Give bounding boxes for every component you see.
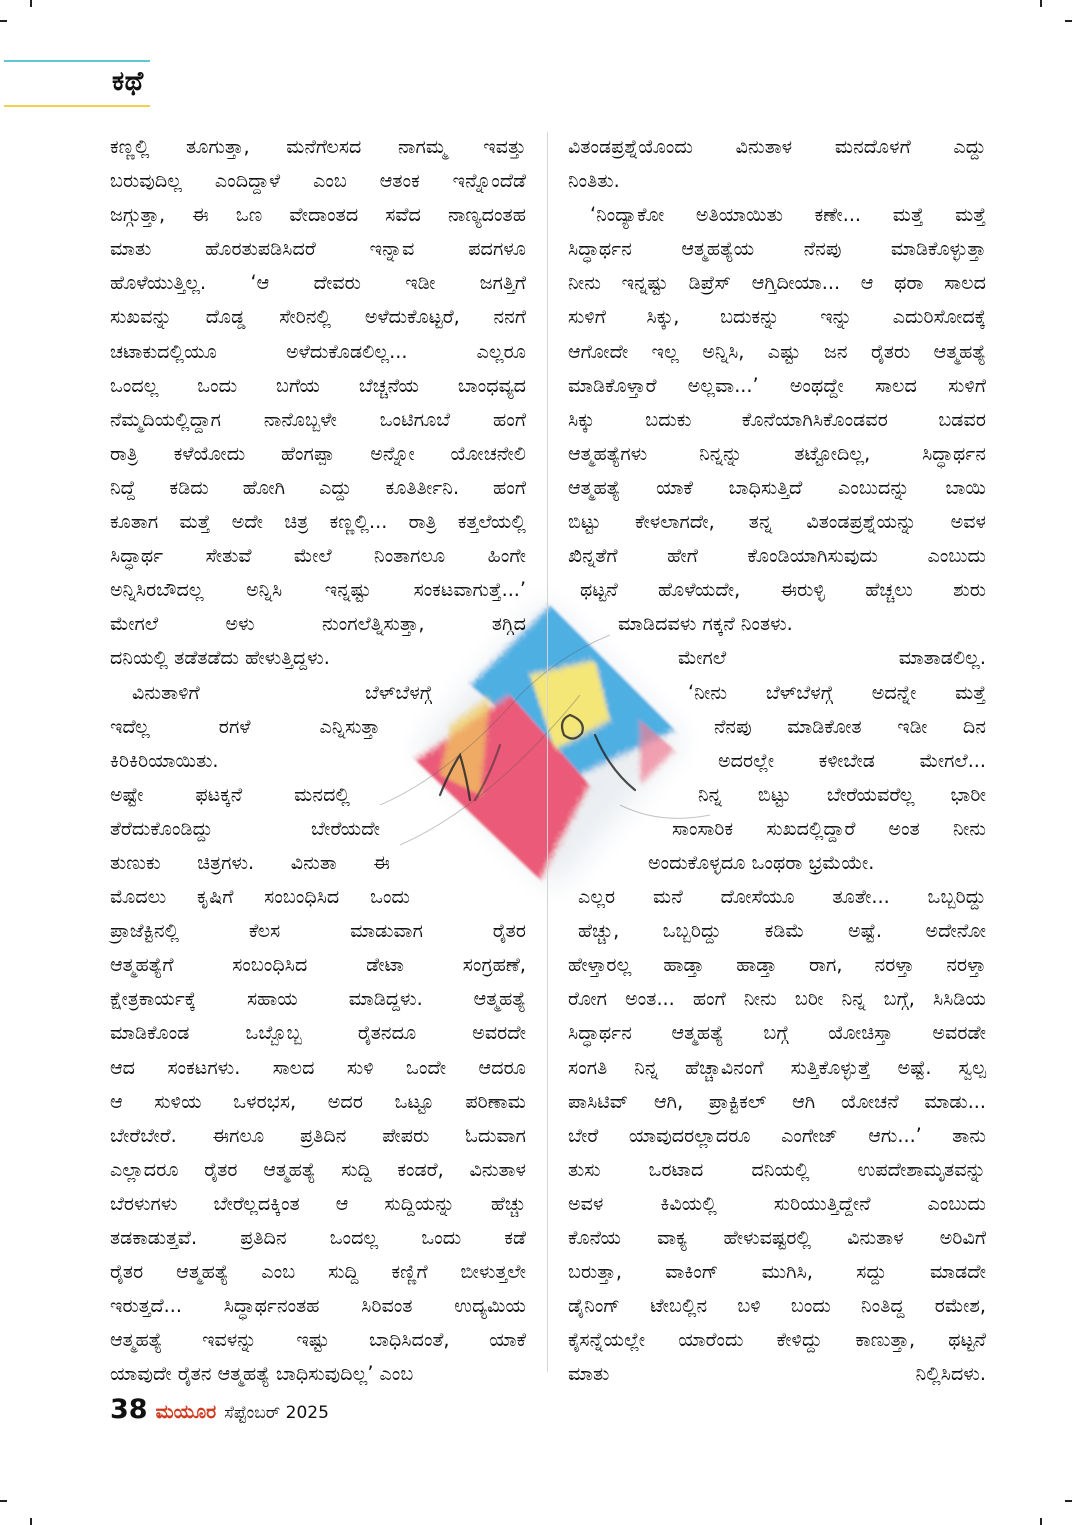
crop-mark <box>30 1518 32 1525</box>
crop-mark <box>1040 1518 1042 1525</box>
text-line: ರೈತರ ಆತ್ಮಹತ್ಯೆ ಎಂಬ ಸುದ್ದಿ ಕಣ್ಣಿಗೆ ಬೀಳುತ್ತಲೇ <box>110 1260 526 1284</box>
magazine-logo: ಮಯೂರ <box>155 1401 217 1423</box>
text-line: ಆದ ಸಂಕಟಗಳು. ಸಾಲದ ಸುಳಿ ಒಂದೇ ಆದರೂ <box>110 1055 526 1079</box>
text-line: ವಿತಂಡಪ್ರಶ್ನೆಯೊಂದು ವಿನುತಾಳ ಮನದೊಳಗೆ ಎದ್ದು <box>568 135 986 158</box>
text-line: ವಿನುತಾಳಿಗೆ ಬೆಳ್‌ಬೆಳಗ್ಗೆ <box>132 680 432 704</box>
text-line: ಕಿರಿಕಿರಿಯಾಯಿತು. <box>110 748 219 772</box>
text-line: ಬೆರಳುಗಳು ಬೇರೆಲ್ಲದಕ್ಕಿಂತ ಆ ಸುದ್ದಿಯನ್ನು ಹೆಚ್ಚು <box>110 1191 526 1215</box>
text-line: ಕಣ್ಣಲ್ಲಿ ತೂಗುತ್ತಾ, ಮನೆಗೆಲಸದ ನಾಗಮ್ಮ ಇವತ್ತು <box>110 135 526 158</box>
text-line: ತುಸು ಒರಟಾದ ದನಿಯಲ್ಲಿ ಉಪದೇಶಾಮೃತವನ್ನು <box>568 1157 986 1181</box>
text-line: ಆತ್ಮಹತ್ಯೆಗಳು ನಿನ್ನನ್ನು ತಟ್ಟೋದಿಲ್ಲ, ಸಿದ್ಧಾರ್ಥನ <box>568 441 986 465</box>
text-line: ದನಿಯಲ್ಲಿ ತಡೆತಡೆದು ಹೇಳುತ್ತಿದ್ದಳು. <box>110 646 330 670</box>
text-line: ಆತ್ಮಹತ್ಯೆ ಯಾಕೆ ಬಾಧಿಸುತ್ತಿದೆ ಎಂಬುದನ್ನು ಬಾಯಿ <box>568 475 986 499</box>
text-line: ಬರುತ್ತಾ, ವಾಕಿಂಗ್ ಮುಗಿಸಿ, ಸದ್ದು ಮಾಡದೇ <box>568 1260 986 1284</box>
article-left-column <box>110 130 526 1390</box>
text-line: ಅದರಲ್ಲೇ ಕಳೀಬೇಡ ಮೇಗಲೆ... <box>718 748 986 772</box>
section-title: ಕಥೆ <box>112 66 144 97</box>
text-line: ತುಣುಕು ಚಿತ್ರಗಳು. ವಿನುತಾ ಈ <box>110 850 390 874</box>
text-line: ತೆರೆದುಕೊಂಡಿದ್ದು ಬೇರೆಯದೇ <box>110 816 380 840</box>
text-line: ಪಾಸಿಟಿವ್ ಆಗಿ, ಪ್ರಾಕ್ಟಿಕಲ್ ಆಗಿ ಯೋಚನೆ ಮಾಡು... <box>568 1089 986 1113</box>
crop-mark <box>30 0 32 7</box>
text-line: ನಿನ್ನ ಬಿಟ್ಟು ಬೇರೆಯವರೆಲ್ಲ ಭಾರೀ <box>698 782 986 806</box>
article-right-column <box>568 130 986 1390</box>
text-line: ಬಿಟ್ಟು ಕೇಳಲಾಗದೇ, ತನ್ನ ವಿತಂಡಪ್ರಶ್ನೆಯನ್ನು ಅವಳ <box>568 510 986 534</box>
text-line: ಹೊಳೆಯುತ್ತಿಲ್ಲ. ‘ಆ ದೇವರು ಇಡೀ ಜಗತ್ತಿಗೆ <box>110 271 526 295</box>
text-line: ಇರುತ್ತದೆ... ಸಿದ್ಧಾರ್ಥನಂತಹ ಸಿರಿವಂತ ಉದ್ಯಮಿಯ <box>110 1294 526 1318</box>
text-line: ಮೇಗಲೆ ಅಳು ನುಂಗಲೆತ್ನಿಸುತ್ತಾ, ತಗ್ಗಿದ <box>110 612 526 636</box>
text-line: ರೋಗ ಅಂತ... ಹಂಗೆ ನೀನು ಬರೀ ನಿನ್ನ ಬಗ್ಗೆ, ಸಿಸಿಡಿಯ <box>568 987 986 1011</box>
text-line: ನೆಮ್ಮದಿಯಲ್ಲಿದ್ದಾಗ ನಾನೊಬ್ಬಳೇ ಒಂಟಿಗೂಬೆ ಹಂಗೆ <box>110 407 526 431</box>
text-line: ಮಾತು ನಿಲ್ಲಿಸಿದಳು. <box>568 1362 986 1386</box>
text-line: ಕೊನೆಯ ವಾಕ್ಯ ಹೇಳುವಷ್ಟರಲ್ಲಿ ವಿನುತಾಳ ಅರಿವಿಗೆ <box>568 1226 986 1249</box>
page-number: 38 <box>110 1394 148 1425</box>
text-line: ಆಗೋದೇ ಇಲ್ಲ ಅನ್ನಿಸಿ, ಎಷ್ಟು ಜನ ರೈತರು ಆತ್ಮಹತ್ಯೆ <box>568 339 986 363</box>
text-line: ಎಲ್ಲಾದರೂ ರೈತರ ಆತ್ಮಹತ್ಯೆ ಸುದ್ದಿ ಕಂಡರೆ, ವಿನುತಾಳ <box>110 1157 526 1181</box>
text-line: ಅನ್ನಿಸಿರಬೌದಲ್ಲ ಅನ್ನಿಸಿ ಇನ್ನಷ್ಟು ಸಂಕಟವಾಗುತ್ತೆ...’ <box>110 578 526 602</box>
text-line: ಪ್ರಾಜೆಕ್ಟಿನಲ್ಲಿ ಕೆಲಸ ಮಾಡುವಾಗ ರೈತರ <box>110 919 526 943</box>
text-line: ಸಂಗತಿ ನಿನ್ನ ಹೆಚ್ಚಾವಿನಂಗೆ ಸುತ್ತಿಕೊಳ್ಳುತ್ತೆ ಅಷ್ಟೆ. ಸ್ವಲ್ಪ <box>568 1055 986 1079</box>
page-footer <box>110 1394 329 1430</box>
text-line: ತಡಕಾಡುತ್ತವೆ. ಪ್ರತಿದಿನ ಒಂದಲ್ಲ ಒಂದು ಕಡೆ <box>110 1226 526 1249</box>
crop-mark <box>1040 0 1042 7</box>
text-line: ಕೈಸನ್ನೆಯಲ್ಲೇ ಯಾರೆಂದು ಕೇಳಿದ್ದು ಕಾಣುತ್ತಾ, ಥಟ್ಟನೆ <box>568 1328 986 1352</box>
text-line: ನೆನಪು ಮಾಡಿಕೋತ ಇಡೀ ದಿನ <box>714 714 986 738</box>
text-line: ರಾತ್ರಿ ಕಳೆಯೋದು ಹೆಂಗಪ್ಪಾ ಅನ್ನೋ ಯೋಚನೇಲಿ <box>110 441 526 465</box>
text-line: ಕೂತಾಗ ಮತ್ತೆ ಅದೇ ಚಿತ್ರ ಕಣ್ಣಲ್ಲಿ... ರಾತ್ರಿ ಕತ್ತಲೆಯಲ್ಲಿ <box>110 510 526 534</box>
crop-mark <box>1065 20 1072 22</box>
text-line: ಬರುವುದಿಲ್ಲ ಎಂದಿದ್ದಾಳೆ ಎಂಬ ಆತಂಕ ಇನ್ನೊಂದೆಡೆ <box>110 169 526 193</box>
text-line: ಖಿನ್ನತೆಗೆ ಹೇಗೆ ಕೊಂಡಿಯಾಗಿಸುವುದು ಎಂಬುದು <box>568 544 986 568</box>
text-line: ಆತ್ಮಹತ್ಯೆಗೆ ಸಂಬಂಧಿಸಿದ ಡೇಟಾ ಸಂಗ್ರಹಣೆ, <box>110 953 526 977</box>
text-line: ‘ನೀನು ಬೆಳ್‌ಬೆಳಗ್ಗೆ ಅದನ್ನೇ ಮತ್ತೆ <box>688 680 986 704</box>
text-line: ಮಾತು ಹೊರತುಪಡಿಸಿದರೆ ಇನ್ನಾವ ಪದಗಳೂ <box>110 237 526 261</box>
column-divider <box>547 132 548 1372</box>
text-line: ಅವಳ ಕಿವಿಯಲ್ಲಿ ಸುರಿಯುತ್ತಿದ್ದೇನೆ ಎಂಬುದು <box>568 1191 986 1215</box>
text-line: ಆತ್ಮಹತ್ಯೆ ಇವಳನ್ನು ಇಷ್ಟು ಬಾಧಿಸಿದಂತೆ, ಯಾಕೆ <box>110 1328 526 1352</box>
text-line: ಜಗ್ಗುತ್ತಾ, ಈ ಒಣ ವೇದಾಂತದ ಸವೆದ ನಾಣ್ಯದಂತಹ <box>110 203 526 227</box>
text-line: ಸುಳಿಗೆ ಸಿಕ್ಕು, ಬದುಕನ್ನು ಇನ್ನು ಎದುರಿಸೋದಕ್ಕೆ <box>568 305 986 329</box>
crop-mark <box>0 1500 7 1502</box>
text-line: ಸಿಕ್ಕು ಬದುಕು ಕೊನೆಯಾಗಿಸಿಕೊಂಡವರ ಬಡವರ <box>568 407 986 431</box>
text-line: ಸಾಂಸಾರಿಕ ಸುಖದಲ್ಲಿದ್ದಾರೆ ಅಂತ ನೀನು <box>672 816 986 840</box>
text-line: ಕ್ಷೇತ್ರಕಾರ್ಯಕ್ಕೆ ಸಹಾಯ ಮಾಡಿದ್ದಳು. ಆತ್ಮಹತ್ಯೆ <box>110 987 526 1011</box>
text-line: ಮೊದಲು ಕೃಷಿಗೆ ಸಂಬಂಧಿಸಿದ ಒಂದು <box>110 885 410 909</box>
text-line: ಸಿದ್ಧಾರ್ಥನ ಆತ್ಮಹತ್ಯೆ ಬಗ್ಗೆ ಯೋಚಿಸ್ತಾ ಅವರಡೇ <box>568 1021 986 1045</box>
text-line: ಆ ಸುಳಿಯ ಒಳರಭಸ, ಅದರ ಒಟ್ಟೂ ಪರಿಣಾಮ <box>110 1089 526 1113</box>
text-line: ಎಲ್ಲರ ಮನೆ ದೋಸೆಯೂ ತೂತೇ... ಒಬ್ಬರಿದ್ದು <box>578 885 986 909</box>
text-line: ಬೇರೆ ಯಾವುದರಲ್ಲಾದರೂ ಎಂಗೇಜ್ ಆಗು...’ ತಾನು <box>568 1123 986 1147</box>
text-line: ‘ನಿಂದ್ಯಾಕೋ ಅತಿಯಾಯಿತು ಕಣೇ... ಮತ್ತೆ ಮತ್ತೆ <box>590 203 986 227</box>
text-line: ಬೇರೆಬೇರೆ. ಈಗಲೂ ಪ್ರತಿದಿನ ಪೇಪರು ಓದುವಾಗ <box>110 1123 526 1147</box>
text-line: ಚಟಾಕುದಲ್ಲಿಯೂ ಅಳೆದುಕೊಡಲಿಲ್ಲ... ಎಲ್ಲರೂ <box>110 339 526 363</box>
issue-date: ಸೆಪ್ಟೆಂಬರ್ 2025 <box>224 1403 329 1423</box>
text-line: ಸಿದ್ಧಾರ್ಥನ ಆತ್ಮಹತ್ಯೆಯ ನೆನಪು ಮಾಡಿಕೊಳ್ಳುತ್ತಾ <box>568 237 986 261</box>
text-line: ಅಂದುಕೊಳ್ಳದೂ ಒಂಥರಾ ಭ್ರಮೆಯೇ. <box>648 850 875 874</box>
text-line: ಹೆಚ್ಚು, ಒಬ್ಬರಿದ್ದು ಕಡಿಮೆ ಅಷ್ಟೆ. ಅದೇನೋ <box>578 919 986 943</box>
header-rule-top <box>4 60 150 62</box>
text-line: ಡೈನಿಂಗ್ ಟೇಬಲ್ಲಿನ ಬಳಿ ಬಂದು ನಿಂತಿದ್ದ ರಮೇಶ, <box>568 1294 986 1318</box>
text-line: ಸುಖವನ್ನು ದೊಡ್ಡ ಸೇರಿನಲ್ಲಿ ಅಳೆದುಕೊಟ್ಟರೆ, ನನಗೆ <box>110 305 526 329</box>
text-line: ಹೇಳ್ತಾರಲ್ಲ ಹಾಡ್ತಾ ಹಾಡ್ತಾ ರಾಗ, ನರಳ್ತಾ ನರಳ್ತಾ <box>568 953 986 977</box>
text-line: ಮಾಡಿದವಳು ಗಕ್ಕನೆ ನಿಂತಳು. <box>618 612 793 636</box>
text-line: ಮಾಡಿಕೊಂಡ ಒಬ್ಬೊಬ್ಬ ರೈತನದೂ ಅವರದೇ <box>110 1021 526 1045</box>
text-line: ಮೇಗಲೆ ಮಾತಾಡಲಿಲ್ಲ. <box>678 646 986 670</box>
text-line: ನೀನು ಇನ್ನಷ್ಟು ಡಿಪ್ರೆಸ್ ಆಗ್ತಿದೀಯಾ... ಆ ಥರಾ ಸಾಲದ <box>568 271 986 295</box>
crop-mark <box>1065 1500 1072 1502</box>
text-line: ಥಟ್ಟನೆ ಹೊಳೆಯದೇ, ಈರುಳ್ಳಿ ಹೆಚ್ಚಲು ಶುರು <box>580 578 986 602</box>
crop-mark <box>0 20 7 22</box>
header-rule-bottom <box>4 105 150 107</box>
text-line: ನಿಂತಿತು. <box>568 169 620 193</box>
text-line: ಯಾವುದೇ ರೈತನ ಆತ್ಮಹತ್ಯೆ ಬಾಧಿಸುವುದಿಲ್ಲ’ ಎಂಬ <box>110 1362 414 1386</box>
text-line: ಇದೆಲ್ಲ ರಗಳೆ ಎನ್ನಿಸುತ್ತಾ <box>110 714 380 738</box>
text-line: ಮಾಡಿಕೊಳ್ತಾರೆ ಅಲ್ಲವಾ...’ ಅಂಥದ್ದೇ ಸಾಲದ ಸುಳಿಗೆ <box>568 373 986 397</box>
text-line: ಸಿದ್ಧಾರ್ಥ ಸೇತುವೆ ಮೇಲೆ ನಿಂತಾಗಲೂ ಹಿಂಗೇ <box>110 544 526 568</box>
text-line: ನಿದ್ದೆ ಕಡಿದು ಹೋಗಿ ಎದ್ದು ಕೂತಿರ್ತೀನಿ. ಹಂಗೆ <box>110 475 526 499</box>
text-line: ಒಂದಲ್ಲ ಒಂದು ಬಗೆಯ ಬೆಚ್ಚನೆಯ ಬಾಂಧವ್ಯದ <box>110 373 526 397</box>
text-line: ಅಷ್ಟೇ ಫಟಕ್ಕನೆ ಮನದಲ್ಲಿ <box>110 782 350 806</box>
